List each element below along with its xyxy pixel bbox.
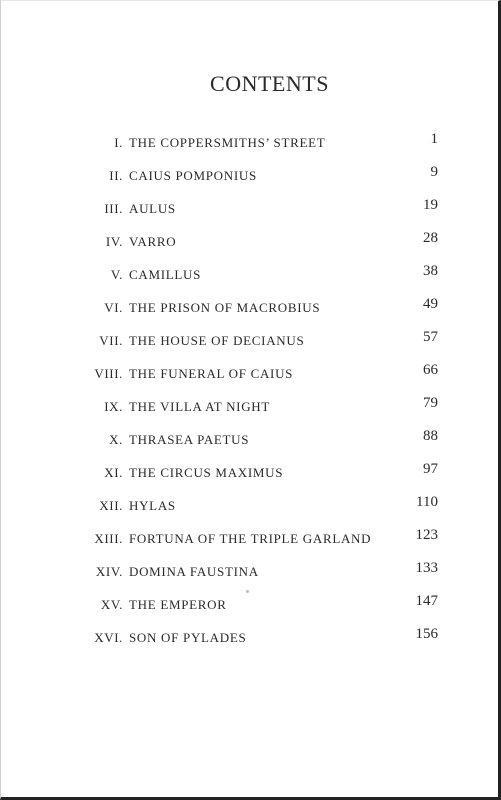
toc-row (1, 593, 501, 617)
chapter-numeral: X. (109, 432, 123, 447)
chapter-numeral: IX. (104, 399, 123, 414)
chapter-numeral: VIII. (94, 366, 123, 381)
chapter-title: THE HOUSE OF DECIANUS (129, 333, 305, 348)
chapter-title: THE COPPERSMITHS’ STREET (129, 135, 326, 150)
chapter-title: THE CIRCUS MAXIMUS (129, 465, 284, 480)
paper-speck (246, 590, 249, 593)
chapter-page-number: 110 (416, 494, 438, 510)
chapter-numeral: IV. (105, 234, 123, 249)
chapter-numeral: III. (104, 201, 123, 216)
chapter-page-number: 156 (415, 626, 438, 642)
chapter-title: FORTUNA OF THE TRIPLE GARLAND (129, 531, 372, 546)
chapter-numeral: XII. (99, 498, 123, 513)
chapter-numeral: VII. (99, 333, 123, 348)
toc-row (1, 395, 501, 419)
chapter-page-number: 133 (415, 560, 438, 576)
chapter-page-number: 49 (423, 296, 438, 312)
toc-row (1, 164, 501, 188)
chapter-title: THE PRISON OF MACROBIUS (129, 300, 321, 315)
chapter-numeral: XI. (104, 465, 123, 480)
toc-row (1, 131, 501, 155)
chapter-numeral: V. (110, 267, 123, 282)
toc-row (1, 494, 501, 518)
chapter-numeral: XV. (100, 597, 123, 612)
chapter-title: CAMILLUS (129, 267, 202, 282)
toc-row (1, 296, 501, 320)
chapter-numeral: II. (109, 168, 123, 183)
chapter-page-number: 38 (423, 263, 438, 279)
toc-row (1, 362, 501, 386)
chapter-title: VARRO (129, 234, 177, 249)
chapter-page-number: 57 (423, 329, 438, 345)
toc-row (1, 428, 501, 452)
toc-row (1, 329, 501, 353)
chapter-numeral: VI. (104, 300, 123, 315)
chapter-title: HYLAS (129, 498, 176, 513)
toc-row (1, 626, 501, 650)
chapter-title: DOMINA FAUSTINA (129, 564, 259, 579)
chapter-page-number: 97 (423, 461, 438, 477)
toc-row (1, 263, 501, 287)
chapter-page-number: 79 (423, 395, 438, 411)
chapter-title: THE FUNERAL OF CAIUS (129, 366, 294, 381)
chapter-page-number: 88 (423, 428, 438, 444)
chapter-page-number: 123 (415, 527, 438, 543)
chapter-numeral: XVI. (94, 630, 123, 645)
chapter-title: AULUS (129, 201, 176, 216)
chapter-numeral: I. (114, 135, 123, 150)
chapter-page-number: 19 (423, 197, 438, 213)
chapter-title: THE EMPEROR (129, 597, 227, 612)
toc-row (1, 230, 501, 254)
toc-row (1, 197, 501, 221)
chapter-numeral: XIV. (95, 564, 123, 579)
page-title: CONTENTS (210, 71, 329, 96)
chapter-numeral: XIII. (94, 531, 123, 546)
toc-row (1, 461, 501, 485)
chapter-title: THRASEA PAETUS (129, 432, 250, 447)
chapter-page-number: 1 (430, 131, 438, 147)
chapter-page-number: 66 (423, 362, 438, 378)
chapter-title: CAIUS POMPONIUS (129, 168, 257, 183)
chapter-page-number: 28 (423, 230, 438, 246)
toc-row (1, 527, 501, 551)
toc-row (1, 560, 501, 584)
chapter-title: SON OF PYLADES (129, 630, 247, 645)
chapter-title: THE VILLA AT NIGHT (129, 399, 271, 414)
chapter-page-number: 9 (430, 164, 438, 180)
chapter-page-number: 147 (415, 593, 438, 609)
